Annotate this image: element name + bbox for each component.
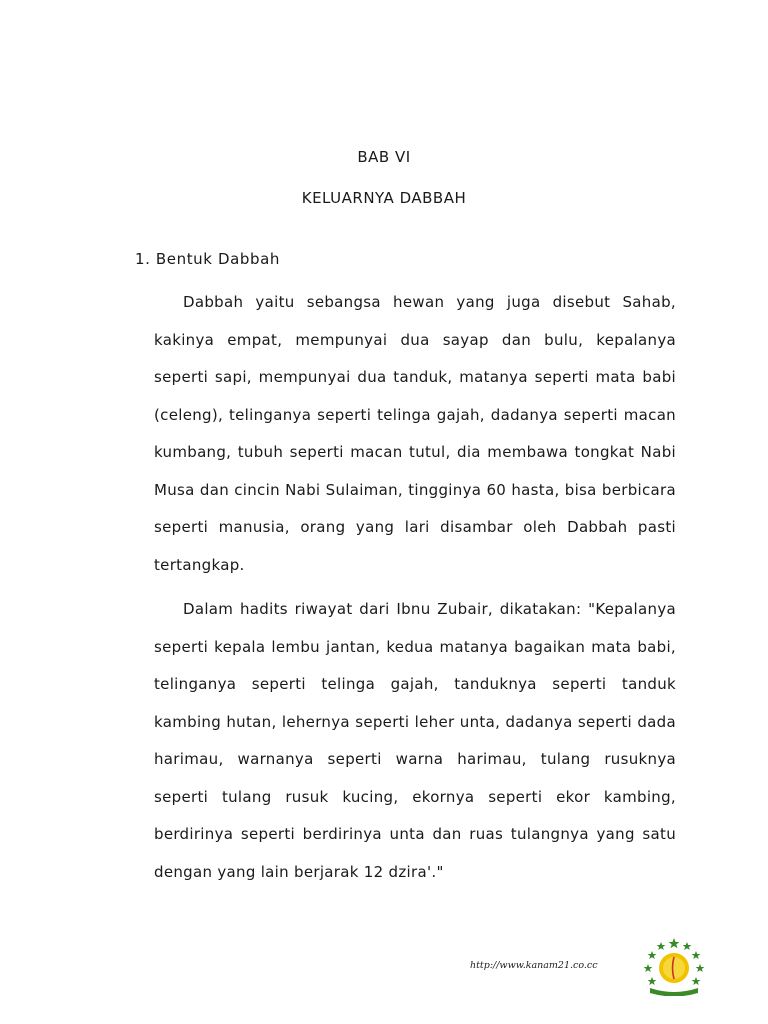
chapter-number: BAB VI: [357, 148, 411, 166]
body-paragraph: Dabbah yaitu sebangsa hewan yang juga disebut Sahab, kakinya empat, mempunyai dua sayap dan bulu, kepalanya seperti sapi, mempunyai dua tanduk, matanya seperti mata babi (celeng), telinganya seperti telinga gajah, dadanya seperti macan kumbang, tubuh seperti macan tutul, dia membawa tongkat Nabi Musa dan cincin Nabi Sulaiman, tingginya 60 hasta, bisa berbicara seperti manusia, orang yang lari disambar oleh Dabbah pasti tertangkap.: [154, 293, 676, 574]
footer-link[interactable]: http://www.kanam21.co.cc: [470, 960, 598, 971]
chapter-title: KELUARNYA DABBAH: [301, 189, 467, 207]
body-paragraph: Dalam hadits riwayat dari Ibnu Zubair, dikatakan: "Kepalanya seperti kepala lembu jantan, kedua matanya bagaikan mata babi, telinganya seperti telinga gajah, tanduknya seperti tanduk kambing hutan, lehernya seperti leher unta, dadanya seperti dada harimau, warnanya seperti warna harimau, tulang rusuknya seperti tulang rusuk kucing, ekornya seperti ekor kambing, berdirinya seperti berdirinya unta dan ruas tulangnya yang satu dengan yang lain berjarak 12 dzira'.": [154, 600, 676, 881]
emblem-stars-icon: [640, 936, 708, 1004]
section-heading: 1. Bentuk Dabbah: [135, 250, 281, 268]
logo-graphic: [640, 936, 708, 996]
